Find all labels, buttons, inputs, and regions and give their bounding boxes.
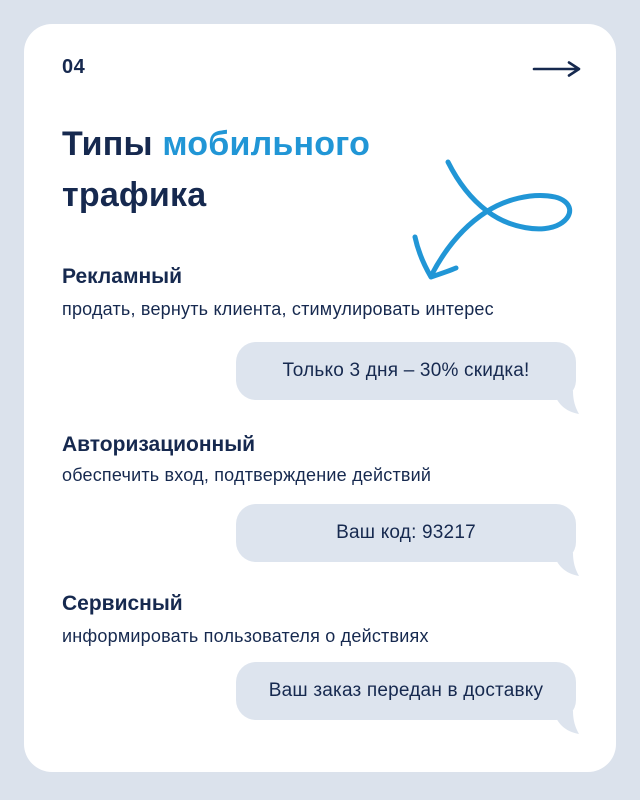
chat-bubble-text: Только 3 дня – 30% скидка! — [282, 360, 530, 381]
slide-title — [62, 119, 370, 221]
chat-bubble-text: Ваш код: 93217 — [336, 522, 476, 543]
section-service-heading: Сервисный — [62, 592, 183, 615]
chat-bubble-text: Ваш заказ передан в доставку — [268, 680, 544, 701]
title-line2: трафика — [62, 176, 207, 214]
section-authorization-heading: Авторизационный — [62, 433, 256, 456]
slide-card — [24, 24, 616, 772]
page-number: 04 — [62, 56, 86, 78]
section-advertising-heading: Рекламный — [62, 265, 183, 288]
title-accent: мобильного — [162, 125, 371, 163]
chat-bubble-advertising — [236, 342, 576, 400]
next-arrow-icon[interactable] — [532, 60, 582, 78]
section-authorization-description: обеспечить вход, подтверждение действий — [62, 465, 432, 485]
section-service-description: информировать пользователя о действиях — [62, 626, 429, 646]
chat-bubble-authorization — [236, 504, 576, 562]
section-advertising-description: продать, вернуть клиента, стимулировать интерес — [62, 299, 494, 319]
bubble-tail-icon — [553, 711, 579, 735]
title-word: Типы — [62, 125, 163, 163]
chat-bubble-service — [236, 662, 576, 720]
bubble-tail-icon — [553, 553, 579, 577]
bubble-tail-icon — [553, 391, 579, 415]
